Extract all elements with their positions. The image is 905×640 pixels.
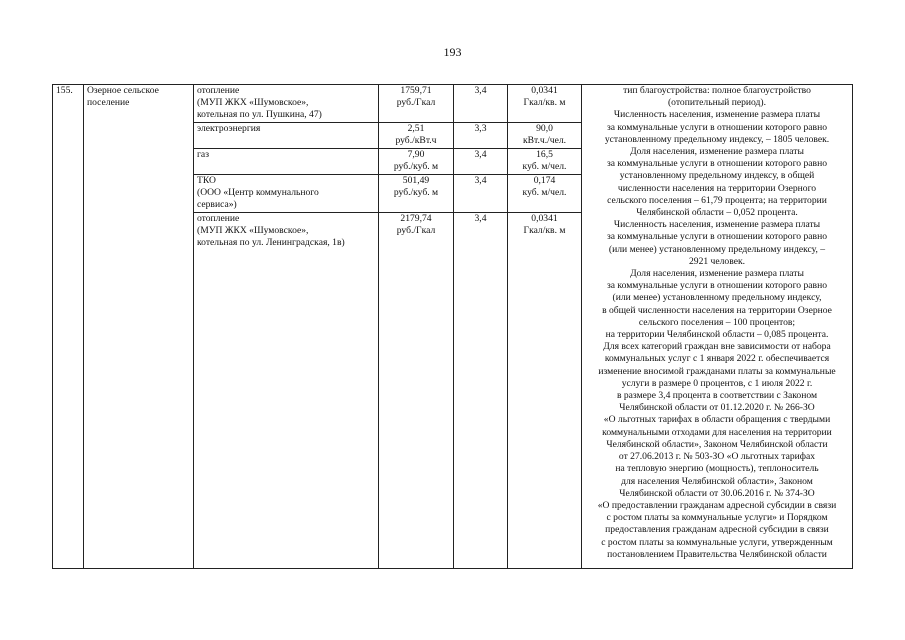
service-percent: 3,4 [454, 174, 508, 212]
note-line: Для всех категорий граждан вне зависимости от набора [603, 341, 831, 353]
notes-text [585, 85, 849, 561]
note-line: коммунальными отходами для населения на территории [602, 426, 832, 438]
service-norm [508, 212, 582, 568]
note-line: сельского поселения – 100 процентов; [638, 316, 796, 328]
note-line: услуги в размере 0 процентов, с 1 июля 2022 г. [621, 377, 813, 389]
note-line: «О предоставлении гражданам адресной субсидии в связи [597, 499, 837, 511]
service-name [194, 122, 379, 148]
note-line: с ростом платы за коммунальные услуги» и Порядком [606, 512, 828, 524]
service-percent: 3,4 [454, 148, 508, 174]
service-percent: 3,4 [454, 212, 508, 568]
note-line: 2921 человек. [688, 255, 746, 267]
norm-text: 90,0 кВт.ч./чел. [522, 122, 567, 146]
note-line: сельского поселения – 61,79 процента; на территории [607, 194, 827, 206]
service-name [194, 212, 379, 568]
price-text: 2,51 руб./кВт.ч [395, 122, 437, 146]
note-line: установленному предельному индексу, в общей [619, 170, 815, 182]
service-norm [508, 122, 582, 148]
note-line: в размере 3,4 процента в соответствии с Законом [616, 390, 818, 402]
service-norm [508, 85, 582, 123]
note-line: на тепловую энергию (мощность), теплоноситель [615, 463, 819, 475]
service-name [194, 85, 379, 123]
note-line: предоставления гражданам адресной субсидии в связи [605, 524, 829, 536]
note-line: (или менее) установленному предельному индексу, – [608, 243, 826, 255]
notes-cell [582, 85, 853, 569]
note-line: Доля населения, изменение размера платы [630, 268, 804, 280]
note-line: за коммунальные услуги в отношении которого равно [606, 231, 828, 243]
settlement-name: Озерное сельское поселение [84, 85, 194, 569]
service-name [194, 148, 379, 174]
note-line: в общей численности населения на территории Озерное [602, 304, 832, 316]
note-line: от 27.06.2013 г. № 503-ЗО «О льготных тарифах [618, 451, 816, 463]
note-line: с ростом платы за коммунальные услуги, утвержденным [601, 536, 833, 548]
note-line: (отопительный период). [667, 97, 767, 109]
note-line: Челябинской области от 01.12.2020 г. № 266-ЗО [619, 402, 815, 414]
service-norm [508, 148, 582, 174]
note-line: Челябинской области», Законом Челябинской области [606, 438, 828, 450]
note-line: (или менее) установленному предельному индексу, [612, 292, 822, 304]
page-number: 193 [443, 45, 462, 59]
note-line: изменение вносимой гражданами платы за коммунальные [598, 365, 836, 377]
service-norm [508, 174, 582, 212]
note-line: Челябинской области от 30.06.2016 г. № 374-ЗО [619, 487, 815, 499]
note-line: численности населения на территории Озерного [617, 182, 817, 194]
tariff-table [52, 84, 853, 569]
service-percent: 3,4 [454, 85, 508, 123]
service-price [379, 212, 454, 568]
table-row [53, 85, 853, 123]
service-text: электроэнергия [197, 122, 261, 134]
note-line: Челябинской области – 0,052 процента. [636, 207, 798, 219]
service-percent: 3,3 [454, 122, 508, 148]
note-line: постановлением Правительства Челябинской области [607, 548, 827, 560]
note-line: Численность населения, изменение размера платы [613, 109, 821, 121]
price-text: 2179,74 руб./Гкал [396, 212, 436, 236]
note-line: за коммунальные услуги в отношении которого равно [606, 280, 828, 292]
note-line: коммунальных услуг с 1 января 2022 г. обеспечивается [604, 353, 830, 365]
service-text: газ [197, 148, 209, 160]
norm-text: 0,174 куб. м/чел. [522, 174, 567, 198]
service-text: отопление (МУП ЖКХ «Шумовское», котельная по ул. Ленинградская, 1в) [197, 212, 345, 249]
norm-text: 0,0341 Гкал/кв. м [523, 212, 566, 236]
note-line: на территории Челябинской области – 0,085 процента. [605, 329, 829, 341]
norm-text: 16,5 куб. м/чел. [522, 148, 567, 172]
note-line: «О льготных тарифах в области обращения с твердыми [603, 414, 831, 426]
service-price [379, 174, 454, 212]
norm-text: 0,0341 Гкал/кв. м [523, 85, 566, 109]
note-line: за коммунальные услуги в отношении которого равно [606, 121, 828, 133]
price-text: 1759,71 руб./Гкал [396, 85, 436, 109]
note-line: для населения Челябинской области», Законом [621, 475, 813, 487]
service-price [379, 85, 454, 123]
service-price [379, 148, 454, 174]
note-line: установленному предельному индексу, – 1805 человек. [604, 133, 830, 145]
note-line: тип благоустройства: полное благоустройство [623, 85, 811, 96]
price-text: 7,90 руб./куб. м [393, 148, 439, 172]
service-text: отопление (МУП ЖКХ «Шумовское», котельная по ул. Пушкина, 47) [197, 85, 322, 121]
note-line: Численность населения, изменение размера платы [613, 219, 821, 231]
price-text: 501,49 руб./куб. м [393, 174, 439, 198]
note-line: за коммунальные услуги в отношении которого равно [606, 158, 828, 170]
service-price [379, 122, 454, 148]
service-text: ТКО (ООО «Центр коммунального сервиса») [197, 174, 319, 211]
service-name [194, 174, 379, 212]
row-number: 155. [53, 85, 84, 569]
note-line: Доля населения, изменение размера платы [630, 146, 804, 158]
